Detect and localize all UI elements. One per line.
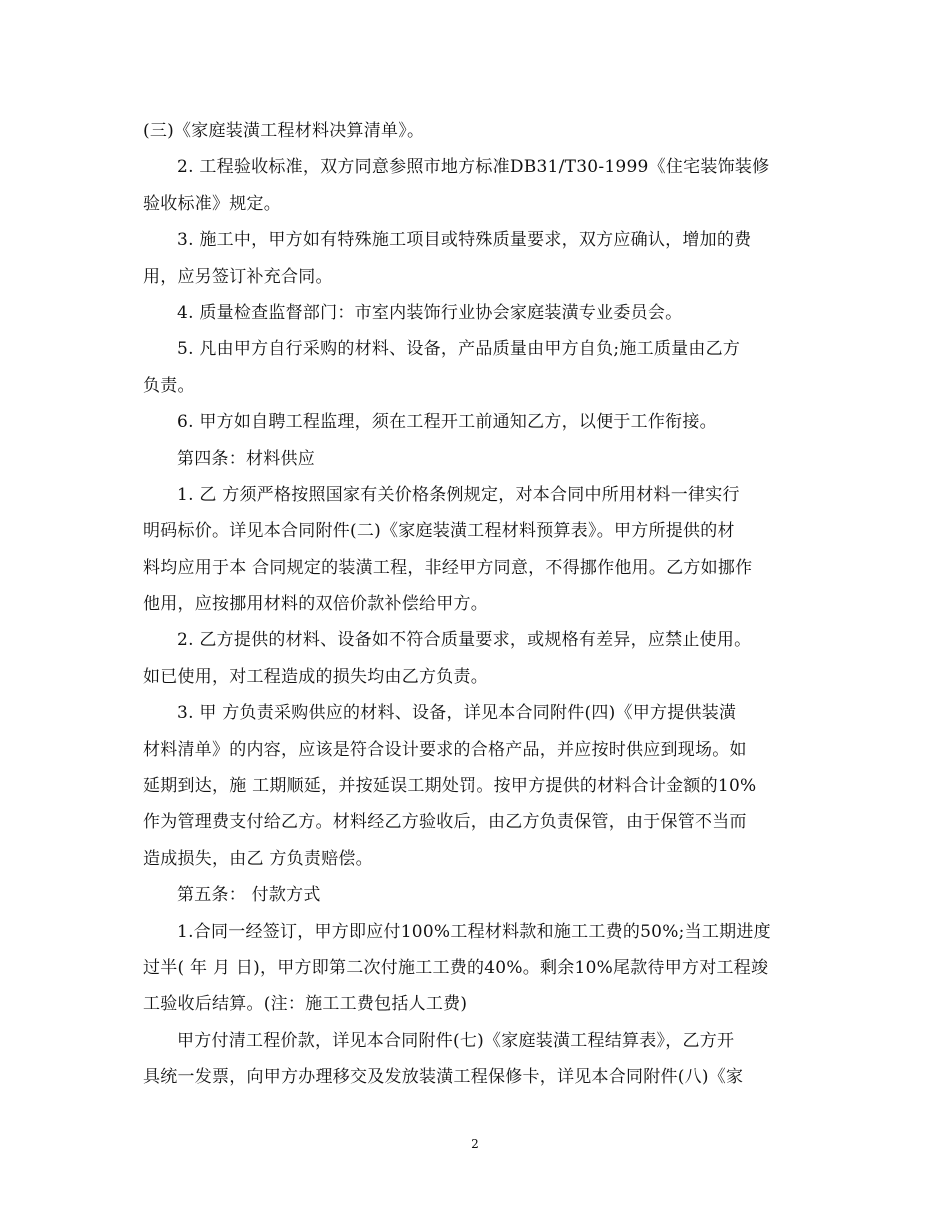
text-line: 料均应用于本 合同规定的装潢工程，非经甲方同意，不得挪作他用。乙方如挪作 <box>143 557 753 578</box>
text-line: (三)《家庭装潢工程材料决算清单》。 <box>143 121 425 141</box>
text-line: 1. 乙 方须严格按照国家有关价格条例规定，对本合同中所用材料一律实行 <box>177 484 740 505</box>
text-line: 1.合同一经签订，甲方即应付100%工程材料款和施工工费的50%;当工期进度 <box>177 921 771 942</box>
text-line: 明码标价。详见本合同附件(二)《家庭装潢工程材料预算表》。甲方所提供的材 <box>143 521 735 542</box>
text-line: 过半( 年 月 日)，甲方即第二次付施工工费的40%。剩余10%尾款待甲方对工程竣 <box>143 957 769 978</box>
paragraph <box>143 914 803 1023</box>
paragraph <box>143 1023 803 1096</box>
page-number: 2 <box>471 1137 479 1151</box>
paragraph <box>143 477 803 623</box>
paragraph <box>143 113 803 149</box>
text-line: 第四条：材料供应 <box>177 448 315 469</box>
text-line: 材料清单》的内容，应该是符合设计要求的合格产品，并应按时供应到现场。如 <box>143 739 747 760</box>
text-line: 负责。 <box>143 375 195 396</box>
text-line: 他用，应按挪用材料的双倍价款补偿给甲方。 <box>143 594 488 615</box>
text-line: 3. 甲 方负责采购供应的材料、设备，详见本合同附件(四)《甲方提供装潢 <box>177 703 737 724</box>
paragraph <box>143 622 803 695</box>
document-body <box>143 113 803 1096</box>
text-line: 工验收后结算。(注：施工工费包括人工费) <box>143 994 468 1015</box>
text-line: 2. 工程验收标准，双方同意参照市地方标准DB31/T30-1999《住宅装饰装修 <box>177 157 770 178</box>
text-line: 甲方付清工程价款，详见本合同附件(七)《家庭装潢工程结算表》，乙方开 <box>177 1030 735 1051</box>
text-line: 用，应另签订补充合同。 <box>143 266 333 287</box>
text-line: 如已使用，对工程造成的损失均由乙方负责。 <box>143 666 488 687</box>
paragraph <box>143 441 803 477</box>
text-line: 4. 质量检查监督部门：市室内装饰行业协会家庭装潢专业委员会。 <box>177 302 683 323</box>
text-line: 延期到达，施 工期顺延，并按延误工期处罚。按甲方提供的材料合计金额的10% <box>143 776 757 797</box>
paragraph <box>143 695 803 877</box>
text-line: 作为管理费支付给乙方。材料经乙方验收后，由乙方负责保管，由于保管不当而 <box>143 812 747 833</box>
text-line: 造成损失，由乙 方负责赔偿。 <box>143 848 373 869</box>
text-line: 2. 乙方提供的材料、设备如不符合质量要求，或规格有差异，应禁止使用。 <box>177 630 752 651</box>
text-line: 6. 甲方如自聘工程监理，须在工程开工前通知乙方，以便于工作衔接。 <box>177 412 717 433</box>
text-line: 第五条： 付款方式 <box>177 885 321 906</box>
paragraph <box>143 331 803 404</box>
paragraph <box>143 222 803 295</box>
text-line: 具统一发票，向甲方办理移交及发放装潢工程保修卡，详见本合同附件(八)《家 <box>143 1067 744 1088</box>
paragraph <box>143 877 803 913</box>
paragraph <box>143 404 803 440</box>
paragraph <box>143 149 803 222</box>
text-line: 5. 凡由甲方自行采购的材料、设备，产品质量由甲方自负;施工质量由乙方 <box>177 339 741 360</box>
text-line: 验收标准》规定。 <box>143 193 281 214</box>
text-line: 3. 施工中，甲方如有特殊施工项目或特殊质量要求，双方应确认，增加的费 <box>177 230 752 251</box>
paragraph <box>143 295 803 331</box>
